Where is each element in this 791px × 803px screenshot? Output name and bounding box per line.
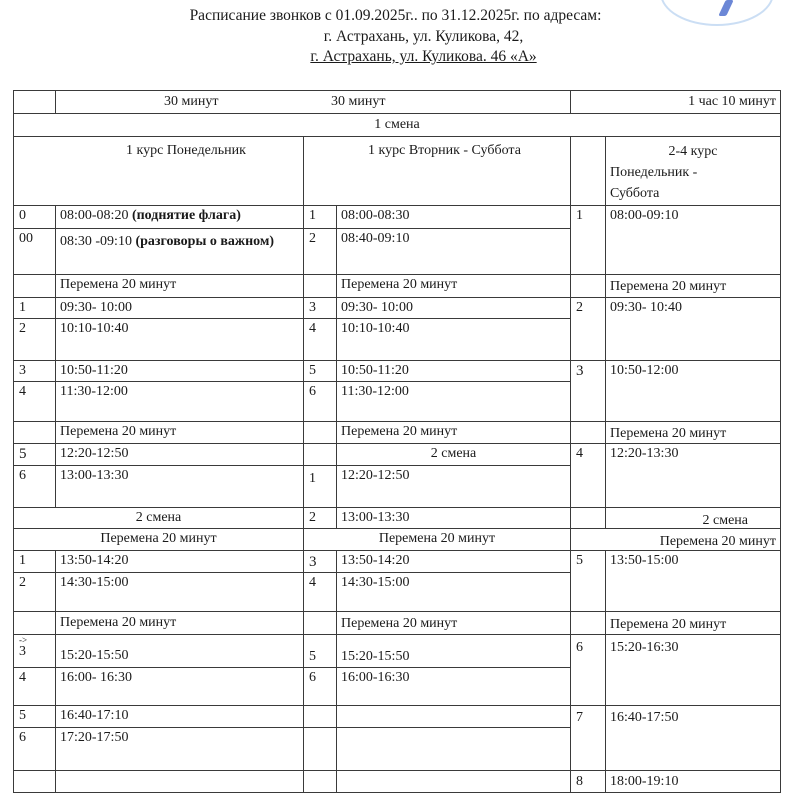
lesson-number: 00 [13,228,56,275]
lesson-time: 16:00- 16:30 [55,667,304,706]
break-label: Перемена 20 минут [605,421,781,444]
lesson-time: 08:00-09:10 [605,205,781,275]
shift-2-label: 2 смена [336,443,571,466]
lesson-time [55,228,304,275]
lesson-number: 3 [570,360,606,422]
break-label: Перемена 20 минут [605,274,781,298]
lesson-note: (разговоры о важном) [135,234,275,249]
lesson-time: 12:20-13:30 [605,443,781,508]
lesson-number: 3 [303,550,337,573]
lesson-number: 1 [303,465,337,508]
empty-cell [13,770,56,793]
lesson-time: 10:50-11:20 [336,360,571,382]
break-label: Перемена 20 минут [55,274,304,298]
lesson-number: 1 [13,297,56,319]
shift-2-label: 2 смена [605,507,781,529]
empty-cell [303,443,337,466]
duration-col3: 1 час 10 минут [570,90,781,114]
lesson-time: 08:40-09:10 [336,228,571,275]
lesson-time: 11:30-12:00 [55,381,304,422]
empty-cell [303,705,337,728]
lesson-number: 5 [570,550,606,612]
lesson-number: 0 [13,205,56,229]
lesson-time: 09:30- 10:00 [336,297,571,319]
lesson-number: 4 [303,572,337,612]
lesson-number: 6 [570,634,606,706]
lesson-time: 12:20-12:50 [336,465,571,508]
lesson-time [55,205,304,229]
break-label: Перемена 20 минут [13,528,304,551]
lesson-time: 13:50-15:00 [605,550,781,612]
column-header-3-num [570,136,606,206]
lesson-number: 5 [303,634,337,668]
break-number-empty [13,421,56,444]
column-header-2: 1 курс Вторник - Суббота [303,136,571,206]
column-header-3-line: 2-4 курс [668,144,718,159]
lesson-number: 8 [570,770,606,793]
break-label: Перемена 20 минут [303,528,571,551]
column-header-1: 1 курс Понедельник [13,136,304,206]
lesson-number: 1 [570,205,606,275]
column-header-3 [605,136,781,206]
lesson-time: 17:20-17:50 [55,727,304,771]
schedule-title: Расписание звонков с 01.09.2025г.. по 31.12.2025г. по адресам: [189,7,602,24]
lesson-number: 3 [303,297,337,319]
empty-cell [336,727,571,771]
top-corner-cell [13,90,56,114]
lesson-number: 4 [13,667,56,706]
lesson-number: 4 [13,381,56,422]
duration-col2: 30 минут [331,94,386,109]
empty-cell [303,770,337,793]
empty-cell [336,770,571,793]
duration-cell-1-2 [55,90,571,114]
lesson-note: (поднятие флага) [131,208,241,223]
lesson-time: 10:10-10:40 [336,318,571,361]
lesson-time: 13:50-14:20 [336,550,571,573]
lesson-number: 7 [570,705,606,771]
lesson-time: 16:00-16:30 [336,667,571,706]
lesson-number: 5 [303,360,337,382]
time-text: 08:30 -09:10 [60,234,136,249]
break-label: Перемена 20 минут [605,611,781,635]
lesson-time: 10:50-11:20 [55,360,304,382]
lesson-time: 09:30- 10:40 [605,297,781,361]
lesson-time: 10:10-10:40 [55,318,304,361]
break-number-empty [303,421,337,444]
lesson-number: 2 [303,228,337,275]
break-label: Перемена 20 минут [336,274,571,298]
lesson-time: 15:20-15:50 [336,634,571,668]
lesson-time: 14:30-15:00 [336,572,571,612]
lesson-number: 6 [13,465,56,508]
address-line-2: г. Астрахань, ул. Куликова. 46 «А» [310,48,537,65]
break-number-empty [13,611,56,635]
address-line-1: г. Астрахань, ул. Куликова, 42, [323,28,524,45]
break-number-empty [570,611,606,635]
lesson-number: 6 [303,381,337,422]
break-number-empty [570,274,606,298]
lesson-number: 1 [303,205,337,229]
break-label: Перемена 20 минут [336,421,571,444]
lesson-time: 18:00-19:10 [605,770,781,793]
lesson-time: 10:50-12:00 [605,360,781,422]
lesson-time: 11:30-12:00 [336,381,571,422]
lesson-time: 13:50-14:20 [55,550,304,573]
break-number-empty [303,274,337,298]
lesson-time: 15:20-15:50 [55,634,304,668]
lesson-number: 5 [13,443,56,466]
break-label: Перемена 20 минут [336,611,571,635]
lesson-number: 5 [13,705,56,728]
shift-1-label: 1 смена [13,113,781,137]
break-number-empty [13,274,56,298]
duration-col1: 30 минут [164,94,219,109]
break-label: Перемена 20 минут [55,611,304,635]
lesson-number: 6 [303,667,337,706]
lesson-time: 15:20-16:30 [605,634,781,706]
break-label: Перемена 20 минут [570,528,781,551]
lesson-number: 6 [13,727,56,771]
empty-cell [570,507,606,529]
empty-cell [336,705,571,728]
lesson-number [13,634,56,668]
lesson-time: 16:40-17:50 [605,705,781,771]
lesson-time: 13:00-13:30 [55,465,304,508]
lesson-time: 09:30- 10:00 [55,297,304,319]
lesson-time: 12:20-12:50 [55,443,304,466]
lesson-number: 4 [303,318,337,361]
lesson-time: 08:00-08:30 [336,205,571,229]
lesson-number-text: 3 [19,644,26,659]
arrow-icon: -> [19,635,28,645]
lesson-number: 3 [13,360,56,382]
lesson-number: 2 [13,318,56,361]
shift-2-label: 2 смена [13,507,304,529]
empty-cell [303,727,337,771]
empty-cell [55,770,304,793]
lesson-number: 2 [303,507,337,529]
column-header-3-days: Понедельник - Суббота [610,165,698,201]
lesson-number: 4 [570,443,606,508]
break-number-empty [303,611,337,635]
lesson-number: 2 [13,572,56,612]
lesson-number: 1 [13,550,56,573]
break-number-empty [570,421,606,444]
lesson-number: 2 [570,297,606,361]
lesson-time: 14:30-15:00 [55,572,304,612]
break-label: Перемена 20 минут [55,421,304,444]
lesson-time: 13:00-13:30 [336,507,571,529]
time-text: 08:00-08:20 [60,208,132,223]
lesson-time: 16:40-17:10 [55,705,304,728]
